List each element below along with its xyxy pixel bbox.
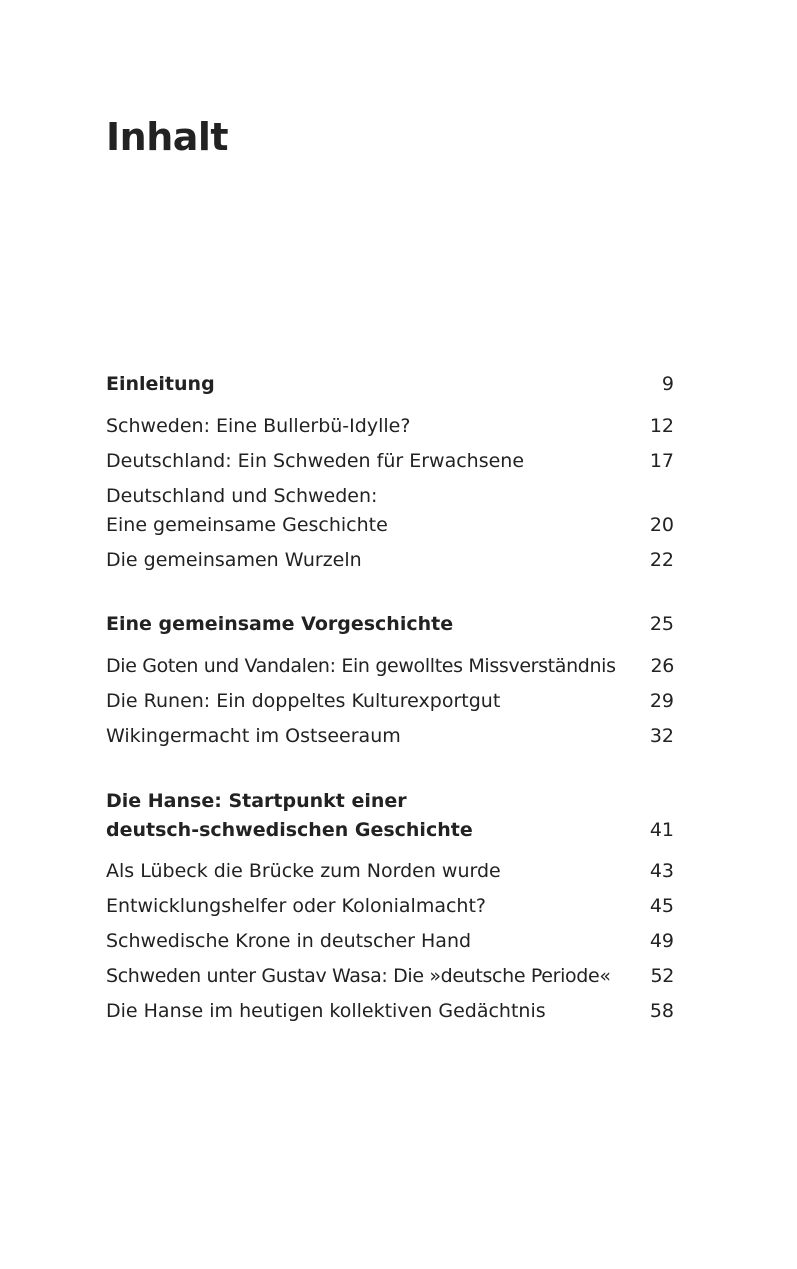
toc-entry bbox=[106, 892, 674, 921]
toc-page-number: 49 bbox=[649, 930, 674, 952]
toc-page-number: 20 bbox=[649, 514, 674, 536]
toc-page-number: 32 bbox=[649, 725, 674, 747]
toc-page-number: 29 bbox=[649, 690, 674, 712]
toc-heading-einleitung bbox=[106, 370, 674, 399]
toc-page-number: 9 bbox=[661, 373, 674, 395]
toc-page-number: 25 bbox=[649, 613, 674, 635]
toc-entry-label: Die Hanse im heutigen kollektiven Gedächtnis bbox=[106, 1000, 546, 1022]
toc-page-number: 52 bbox=[650, 965, 674, 987]
toc-page-number: 58 bbox=[649, 1000, 674, 1022]
toc-page-number: 12 bbox=[649, 415, 674, 437]
toc-page-number: 26 bbox=[650, 655, 674, 677]
toc-entry-label: Schweden unter Gustav Wasa: Die »deutsche Periode« bbox=[106, 965, 611, 987]
toc-heading-vorgeschichte bbox=[106, 610, 674, 639]
toc-entry-label: Die gemeinsamen Wurzeln bbox=[106, 549, 362, 571]
toc-entry bbox=[106, 687, 674, 716]
page-title: Inhalt bbox=[106, 115, 229, 159]
toc-entry bbox=[106, 447, 674, 476]
toc-entry-label: Entwicklungshelfer oder Kolonialmacht? bbox=[106, 895, 487, 917]
toc-entry bbox=[106, 962, 674, 991]
toc-entry-label: Schweden: Eine Bullerbü-Idylle? bbox=[106, 415, 411, 437]
toc-entry bbox=[106, 482, 674, 540]
toc-heading-label bbox=[106, 787, 642, 845]
toc-entry bbox=[106, 997, 674, 1026]
toc-entry bbox=[106, 546, 674, 575]
toc-entry-label-line1: Deutschland und Schweden: bbox=[106, 485, 378, 507]
toc-page-number: 43 bbox=[649, 860, 674, 882]
toc-entry-label: Als Lübeck die Brücke zum Norden wurde bbox=[106, 860, 501, 882]
toc-entry-label: Die Goten und Vandalen: Ein gewolltes Missverständnis bbox=[106, 655, 616, 677]
toc-heading-label-line1: Die Hanse: Startpunkt einer bbox=[106, 790, 407, 812]
toc-entry-label: Wikingermacht im Ostseeraum bbox=[106, 725, 401, 747]
toc-entry bbox=[106, 412, 674, 441]
toc-heading-label-line2: deutsch-schwedischen Geschichte bbox=[106, 819, 473, 841]
toc-entry-label: Deutschland: Ein Schweden für Erwachsene bbox=[106, 450, 525, 472]
toc-heading-hanse bbox=[106, 787, 674, 845]
toc-heading-label: Eine gemeinsame Vorgeschichte bbox=[106, 613, 454, 635]
toc-entry-label: Schwedische Krone in deutscher Hand bbox=[106, 930, 472, 952]
toc-page-number: 17 bbox=[649, 450, 674, 472]
toc-entry-label: Die Runen: Ein doppeltes Kulturexportgut bbox=[106, 690, 501, 712]
toc-entry-label-line2: Eine gemeinsame Geschichte bbox=[106, 514, 388, 536]
toc-heading-label: Einleitung bbox=[106, 373, 215, 395]
toc-entry-label bbox=[106, 482, 642, 540]
toc-entry bbox=[106, 857, 674, 886]
toc-page-number: 41 bbox=[649, 819, 674, 841]
toc-page-number: 45 bbox=[649, 895, 674, 917]
toc-entry bbox=[106, 652, 674, 681]
toc-entry bbox=[106, 927, 674, 956]
toc-page-number: 22 bbox=[649, 549, 674, 571]
toc-entry bbox=[106, 722, 674, 751]
